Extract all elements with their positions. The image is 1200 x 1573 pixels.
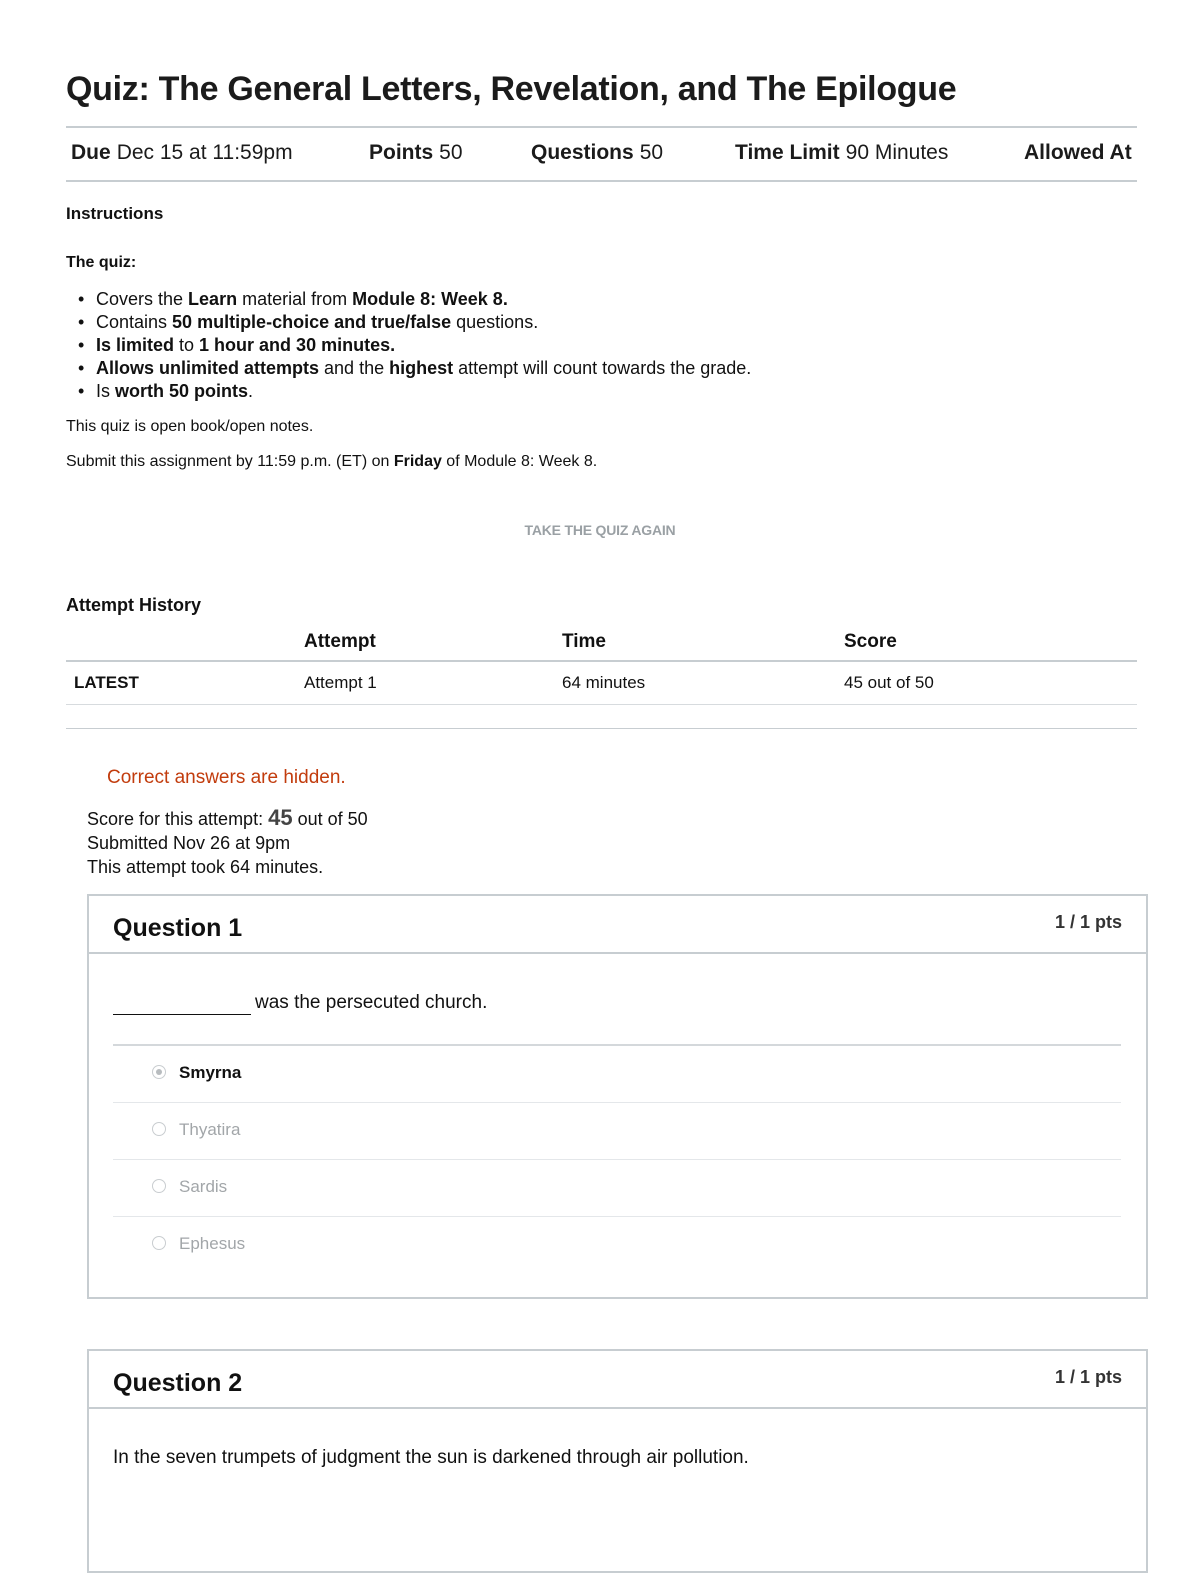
instruction-item: • Is limited to 1 hour and 30 minutes. [96, 334, 751, 357]
question-title: Question 1 [113, 914, 243, 942]
instructions-list [96, 288, 751, 403]
answer-label: Ephesus [179, 1234, 246, 1253]
answer-label: Smyrna [179, 1063, 242, 1082]
answer-label: Sardis [179, 1177, 228, 1196]
answers-hidden-notice: Correct answers are hidden. [107, 767, 346, 788]
page-title: Quiz: The General Letters, Revelation, and The Epilogue [66, 70, 957, 108]
answer-option [113, 1103, 1121, 1160]
score-value: 45 [268, 805, 293, 830]
duration-line: This attempt took 64 minutes. [87, 857, 324, 877]
instructions-intro: The quiz: [66, 254, 137, 271]
open-book-note: This quiz is open book/open notes. [66, 418, 314, 435]
answer-option [113, 1046, 1121, 1103]
submit-note: Submit this assignment by 11:59 p.m. (ET) on Friday of Module 8: Week 8. [66, 453, 598, 470]
question-points: 1 / 1 pts [1054, 1367, 1122, 1387]
take-quiz-again-button[interactable]: TAKE THE QUIZ AGAIN [524, 522, 676, 538]
column-header-time: Time [562, 631, 607, 652]
question-points: 1 / 1 pts [1054, 912, 1122, 932]
instructions-heading: Instructions [66, 204, 164, 223]
answer-label: Thyatira [179, 1120, 241, 1139]
question-card-2 [87, 1349, 1148, 1573]
question-header [89, 1351, 1146, 1409]
fill-in-blank [113, 992, 251, 1015]
question-text: was the persecuted church. [113, 992, 487, 1015]
meta-points: Points 50 [369, 141, 463, 164]
submitted-line: Submitted Nov 26 at 9pm [87, 833, 291, 853]
instruction-item: • Is worth 50 points. [96, 380, 751, 403]
radio-icon [152, 1122, 166, 1136]
latest-label: LATEST [74, 673, 139, 692]
radio-icon [152, 1065, 166, 1079]
instruction-item: • Allows unlimited attempts and the highest attempt will count towards the grade. [96, 357, 751, 380]
radio-icon [152, 1179, 166, 1193]
meta-due: Due Dec 15 at 11:59pm [71, 141, 293, 164]
question-text: In the seven trumpets of judgment the sun is darkened through air pollution. [113, 1447, 749, 1468]
question-title: Question 2 [113, 1369, 243, 1397]
answer-option [113, 1217, 1121, 1273]
table-header-row [66, 622, 1137, 662]
attempt-score-summary [87, 806, 368, 879]
attempt-link[interactable]: Attempt 1 [304, 673, 377, 692]
question-header [89, 896, 1146, 954]
answer-list [113, 1044, 1121, 1273]
instruction-item: • Contains 50 multiple-choice and true/false questions. [96, 311, 751, 334]
meta-time-limit: Time Limit 90 Minutes [735, 141, 949, 164]
attempt-history-table [66, 622, 1137, 705]
meta-questions: Questions 50 [531, 141, 664, 164]
attempt-score: 45 out of 50 [844, 673, 934, 692]
column-header-score: Score [844, 631, 897, 652]
score-line: Score for this attempt: 45 out of 50 [87, 805, 368, 830]
instruction-item: • Covers the Learn material from Module 8: Week 8. [96, 288, 751, 311]
quiz-meta-bar [66, 126, 1137, 182]
section-divider [66, 728, 1137, 729]
table-row [66, 662, 1137, 705]
question-card-1 [87, 894, 1148, 1299]
answer-option [113, 1160, 1121, 1217]
meta-allowed-attempts: Allowed At [1024, 141, 1132, 164]
column-header-attempt: Attempt [304, 631, 376, 652]
attempt-history-heading: Attempt History [66, 595, 202, 615]
radio-icon [152, 1236, 166, 1250]
attempt-time: 64 minutes [562, 673, 646, 692]
